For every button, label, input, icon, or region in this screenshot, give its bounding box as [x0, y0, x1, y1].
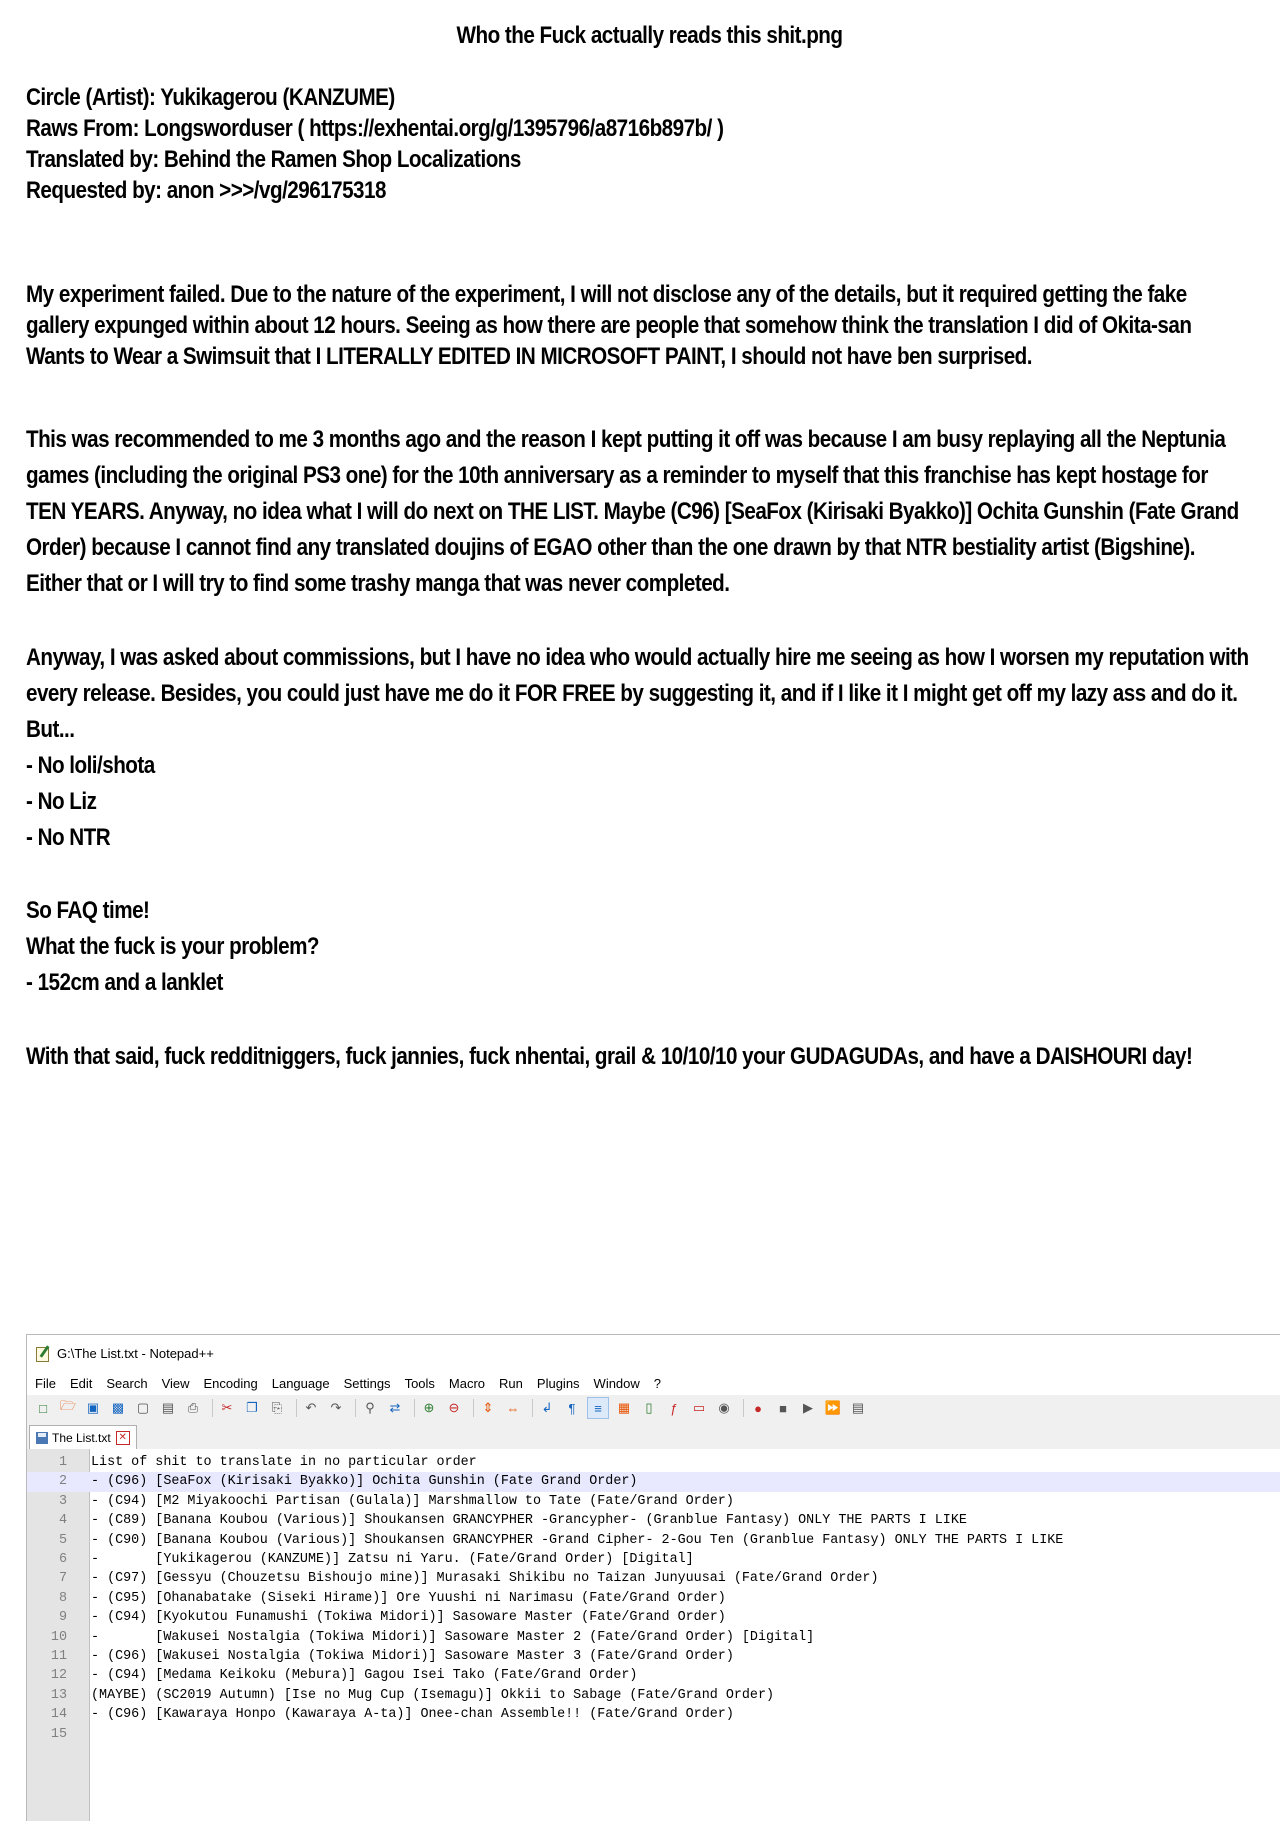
- save-all-icon[interactable]: ▩: [111, 1400, 125, 1415]
- paragraph-line: games (including the original PS3 one) for the 10th anniversary as a reminder to myself that this franchise has kept hostage for: [26, 462, 1208, 489]
- line-number: 14: [50, 1707, 67, 1723]
- code-line[interactable]: [27, 1550, 1280, 1569]
- line-text: - (C90) [Banana Koubou (Various)] Shoukansen GRANCYPHER -Grand Cipher- 2-Gou Ten (Granblue Fantasy) ONLY THE PARTS I LIKE: [91, 1532, 1064, 1548]
- close-icon[interactable]: ✕: [116, 1431, 130, 1445]
- menu-macro[interactable]: Macro: [448, 1375, 486, 1391]
- line-text: - [Wakusei Nostalgia (Tokiwa Midori)] Sasoware Master 2 (Fate/Grand Order) [Digital]: [91, 1629, 815, 1645]
- code-line[interactable]: [27, 1686, 1280, 1705]
- line-text: - (C96) [SeaFox (Kirisaki Byakko)] Ochita Gunshin (Fate Grand Order): [91, 1474, 638, 1490]
- paragraph-line: Either that or I will try to find some trashy manga that was never completed.: [26, 570, 730, 597]
- line-text: - (C94) [Medama Keikoku (Mebura)] Gagou Isei Tako (Fate/Grand Order): [91, 1668, 638, 1684]
- undo-icon[interactable]: ↶: [305, 1400, 317, 1415]
- notepad-app-icon: [35, 1345, 51, 1361]
- stop-macro-icon[interactable]: ■: [779, 1400, 787, 1416]
- rule-item: - No Liz: [26, 788, 97, 815]
- redo-icon[interactable]: ↷: [330, 1400, 342, 1415]
- sync-vertical-icon[interactable]: ⇕: [482, 1400, 494, 1415]
- zoom-in-icon[interactable]: ⊕: [423, 1400, 435, 1415]
- faq-question: What the fuck is your problem?: [26, 933, 320, 960]
- toolbar-separator: [743, 1399, 744, 1417]
- paragraph-line: This was recommended to me 3 months ago and the reason I kept putting it off was because I am busy replaying all the Neptunia: [26, 426, 1226, 453]
- menu-settings[interactable]: Settings: [343, 1375, 391, 1391]
- sync-horizontal-icon[interactable]: ⇔: [506, 1400, 520, 1416]
- line-number: 6: [58, 1552, 67, 1567]
- save-macro-icon[interactable]: ▤: [851, 1400, 865, 1415]
- open-file-icon[interactable]: 🗁: [59, 1398, 77, 1413]
- menu-file[interactable]: File: [35, 1375, 56, 1391]
- paragraph-line: Anyway, I was asked about commissions, but I have no idea who would actually hire me seeing as how I worsen my reputation with: [26, 644, 1249, 671]
- paragraph-line: gallery expunged within about 12 hours. Seeing as how there are people that somehow think the translation I did of Okita-san: [26, 312, 1192, 339]
- code-line[interactable]: [27, 1472, 1280, 1491]
- language-define-icon[interactable]: ▦: [617, 1400, 631, 1415]
- menu-tools[interactable]: Tools: [404, 1375, 435, 1391]
- paragraph-line: My experiment failed. Due to the nature of the experiment, I will not disclose any of the details, but it required getting the fake: [26, 281, 1187, 308]
- copy-icon[interactable]: ❐: [246, 1400, 258, 1415]
- line-text: List of shit to translate in no particular order: [91, 1455, 477, 1470]
- document-map-icon[interactable]: ▯: [645, 1400, 653, 1415]
- code-line[interactable]: [27, 1589, 1280, 1608]
- document-title: Who the Fuck actually reads this shit.png: [456, 22, 843, 49]
- monitoring-icon[interactable]: ◉: [718, 1400, 730, 1415]
- code-line[interactable]: [27, 1647, 1280, 1666]
- paste-icon[interactable]: ⎘: [271, 1400, 283, 1415]
- rule-item: - No loli/shota: [26, 752, 155, 779]
- tab-the-list[interactable]: [29, 1425, 137, 1450]
- line-number: 8: [58, 1590, 67, 1606]
- line-number: 11: [50, 1649, 67, 1664]
- indent-guide-icon[interactable]: ≡: [587, 1397, 609, 1419]
- folder-as-workspace-icon[interactable]: ▭: [692, 1400, 706, 1415]
- paragraph-line: Order) because I cannot find any translated doujins of EGAO other than the one drawn by that NTR bestiality artist (Bigshine).: [26, 534, 1195, 561]
- credit-translator: Translated by: Behind the Ramen Shop Localizations: [26, 146, 521, 173]
- menu-help[interactable]: ?: [653, 1375, 662, 1391]
- window-titlebar: [27, 1335, 1280, 1371]
- record-macro-icon[interactable]: ●: [754, 1400, 762, 1416]
- toolbar: [27, 1395, 1280, 1421]
- line-text: - (C89) [Banana Koubou (Various)] Shoukansen GRANCYPHER -Grancypher- (Granblue Fantasy) ONLY THE PARTS I LIKE: [91, 1513, 967, 1529]
- paragraph-line: TEN YEARS. Anyway, no idea what I will do next on THE LIST. Maybe (C96) [SeaFox (Kirisaki Byakko)] Ochita Gunshin (Fate Grand: [26, 498, 1239, 525]
- notepad-window: [26, 1334, 1280, 1821]
- paragraph-line: But...: [26, 716, 75, 743]
- line-number: 9: [58, 1610, 67, 1626]
- credit-circle: Circle (Artist): Yukikagerou (KANZUME): [26, 84, 395, 111]
- line-text: - (C95) [Ohanabatake (Siseki Hirame)] Ore Yuushi ni Narimasu (Fate/Grand Order): [91, 1590, 726, 1606]
- cut-icon[interactable]: ✂: [221, 1400, 233, 1415]
- tab-label: The List.txt: [52, 1431, 111, 1445]
- window-title: G:\The List.txt - Notepad++: [57, 1345, 214, 1361]
- code-line[interactable]: [27, 1608, 1280, 1627]
- paragraph-line: Wants to Wear a Swimsuit that I LITERALLY EDITED IN MICROSOFT PAINT, I should not have ben surprised.: [26, 343, 1032, 370]
- code-line[interactable]: [27, 1705, 1280, 1724]
- zoom-out-icon[interactable]: ⊖: [448, 1400, 460, 1415]
- paragraph-line: every release. Besides, you could just have me do it FOR FREE by suggesting it, and if I like it I might get off my lazy ass and do it.: [26, 680, 1238, 707]
- save-icon[interactable]: ▣: [86, 1400, 100, 1415]
- menu-search[interactable]: Search: [106, 1375, 148, 1391]
- faq-heading: So FAQ time!: [26, 897, 150, 924]
- code-line[interactable]: [27, 1725, 1280, 1744]
- line-text: - (C96) [Kawaraya Honpo (Kawaraya A-ta)] Onee-chan Assemble!! (Fate/Grand Order): [91, 1707, 734, 1723]
- text-editor[interactable]: [27, 1449, 1280, 1821]
- line-number: 7: [58, 1571, 67, 1587]
- closing-line: With that said, fuck redditniggers, fuck jannies, fuck nhentai, grail & 10/10/10 your GUDAGUDAs, and have a DAISHOURI day!: [26, 1043, 1193, 1070]
- menu-plugins[interactable]: Plugins: [536, 1375, 580, 1391]
- toolbar-separator: [473, 1399, 474, 1417]
- line-text: - (C94) [Kyokutou Funamushi (Tokiwa Midori)] Sasoware Master (Fate/Grand Order): [91, 1610, 726, 1626]
- function-list-icon[interactable]: ƒ: [670, 1400, 678, 1416]
- credit-requester: Requested by: anon >>>/vg/296175318: [26, 177, 386, 204]
- close-all-icon[interactable]: ▤: [161, 1400, 175, 1415]
- menu-bar: [27, 1371, 1280, 1395]
- line-text: - (C97) [Gessyu (Chouzetsu Bishoujo mine)] Murasaki Shikibu no Taizan Junyuusai (Fate/Grand Order): [91, 1571, 879, 1587]
- saved-file-icon: [36, 1432, 48, 1444]
- code-line[interactable]: [27, 1628, 1280, 1647]
- word-wrap-icon[interactable]: ↲: [541, 1400, 553, 1415]
- close-file-icon[interactable]: ▢: [136, 1400, 150, 1415]
- new-file-icon[interactable]: □: [39, 1400, 47, 1416]
- code-line[interactable]: [27, 1531, 1280, 1550]
- toolbar-separator: [212, 1399, 213, 1417]
- code-line[interactable]: [27, 1511, 1280, 1530]
- menu-view[interactable]: View: [161, 1375, 190, 1391]
- rule-item: - No NTR: [26, 824, 111, 851]
- line-number: 10: [50, 1629, 67, 1645]
- line-number: 4: [58, 1513, 67, 1529]
- tab-bar: [27, 1421, 1280, 1450]
- menu-window[interactable]: Window: [593, 1375, 640, 1391]
- code-line[interactable]: [27, 1492, 1280, 1511]
- code-line[interactable]: [27, 1569, 1280, 1588]
- line-number: 2: [58, 1474, 67, 1490]
- line-number: 5: [58, 1532, 67, 1548]
- show-all-characters-icon[interactable]: ¶: [568, 1400, 576, 1416]
- menu-encoding[interactable]: Encoding: [203, 1375, 258, 1391]
- line-number: 13: [50, 1687, 67, 1703]
- line-text: - [Yukikagerou (KANZUME)] Zatsu ni Yaru. (Fate/Grand Order) [Digital]: [91, 1552, 694, 1567]
- replace-icon[interactable]: ⇄: [389, 1400, 401, 1415]
- run-macro-multiple-icon[interactable]: ⏩: [824, 1400, 842, 1415]
- find-icon[interactable]: ⚲: [365, 1400, 375, 1415]
- code-line[interactable]: [27, 1453, 1280, 1472]
- line-text: - (C94) [M2 Miyakoochi Partisan (Gulala)] Marshmallow to Tate (Fate/Grand Order): [91, 1493, 734, 1509]
- line-number: 3: [58, 1493, 67, 1509]
- menu-language[interactable]: Language: [271, 1375, 330, 1391]
- toolbar-separator: [532, 1399, 533, 1417]
- faq-answer: - 152cm and a lanklet: [26, 969, 223, 996]
- menu-edit[interactable]: Edit: [69, 1375, 93, 1391]
- menu-run[interactable]: Run: [499, 1375, 523, 1391]
- credit-raws: Raws From: Longsworduser ( https://exhentai.org/g/1395796/a8716b897b/ ): [26, 115, 724, 142]
- toolbar-separator: [296, 1399, 297, 1417]
- play-macro-icon[interactable]: ▶: [803, 1400, 813, 1415]
- toolbar-separator: [414, 1399, 415, 1417]
- toolbar-separator: [355, 1399, 356, 1417]
- line-number: 12: [50, 1668, 67, 1684]
- print-icon[interactable]: ⎙: [187, 1400, 199, 1415]
- code-line[interactable]: [27, 1666, 1280, 1685]
- line-number: 15: [50, 1726, 67, 1742]
- line-text: - (C96) [Wakusei Nostalgia (Tokiwa Midori)] Sasoware Master 3 (Fate/Grand Order): [91, 1649, 734, 1664]
- line-text: (MAYBE) (SC2019 Autumn) [Ise no Mug Cup (Isemagu)] Okkii to Sabage (Fate/Grand Order): [91, 1687, 775, 1703]
- line-number: 1: [58, 1455, 67, 1470]
